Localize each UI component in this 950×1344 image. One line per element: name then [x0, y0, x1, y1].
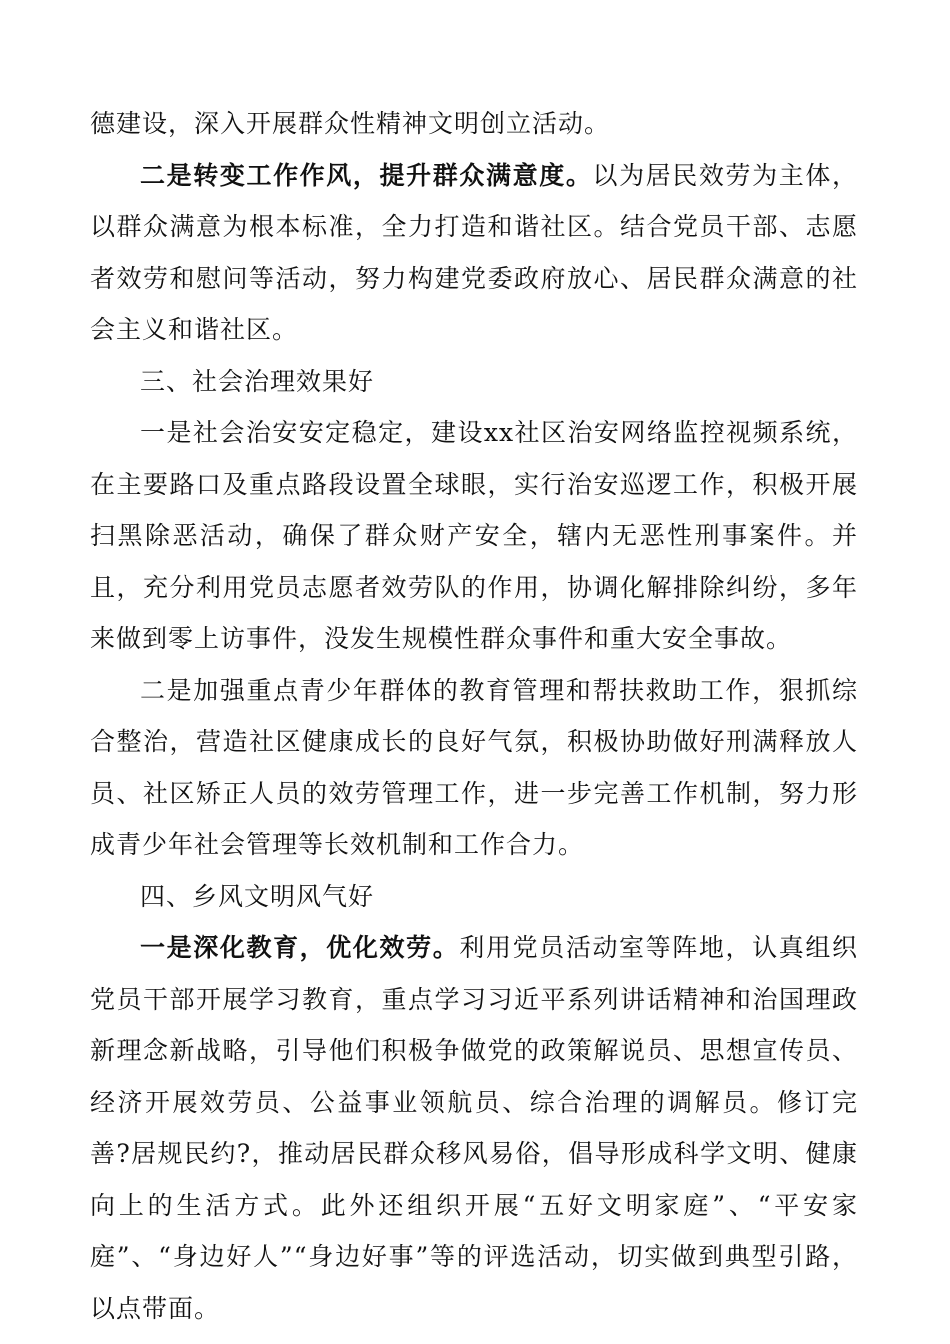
- paragraph-public-security: [90, 407, 858, 665]
- paragraph-text: 利用党员活动室等阵地，认真组织党员干部开展学习教育，重点学习习近平系列讲话精神和治国理政新理念新战略，引导他们积极争做党的政策解说员、思想宣传员、经济开展效劳员、公益事业领航员、综合治理的调解员。修订完善?居规民约?，推动居民群众移风易俗，倡导形成科学文明、健康向上的生活方式。此外还组织开展“五好文明家庭”、“平安家庭”、“身边好人”“身边好事”等的评选活动，切实做到典型引路，以点带面。: [90, 933, 858, 1323]
- section-heading-3: 三、社会治理效果好: [140, 366, 375, 396]
- paragraph-work-style: [90, 150, 858, 356]
- paragraph-text: 德建设，深入开展群众性精神文明创立活动。: [90, 109, 611, 138]
- paragraph-continuation: [90, 98, 858, 150]
- paragraph-text: 二是加强重点青少年群体的教育管理和帮扶救助工作，狠抓综合整治，营造社区健康成长的良好气氛，积极协助做好刑满释放人员、社区矫正人员的效劳管理工作，进一步完善工作机制，努力形成青少年社会管理等长效机制和工作合力。: [90, 675, 858, 859]
- paragraph-lead: 二是转变工作作风，提升群众满意度。: [140, 160, 593, 190]
- paragraph-text: 以为居民效劳为主体，以群众满意为根本标准，全力打造和谐社区。结合党员干部、志愿者效劳和慰问等活动，努力构建党委政府放心、居民群众满意的社会主义和谐社区。: [90, 160, 858, 344]
- document-page: [90, 98, 858, 1334]
- paragraph-education-service: [90, 922, 858, 1334]
- section-heading-4: 四、乡风文明风气好: [140, 881, 375, 911]
- paragraph-lead: 一是深化教育，优化效劳。: [140, 933, 460, 962]
- paragraph-youth-management: [90, 665, 858, 871]
- paragraph-text: 一是社会治安安定稳定，建设xx社区治安网络监控视频系统，在主要路口及重点路段设置全球眼，实行治安巡逻工作，积极开展扫黑除恶活动，确保了群众财产安全，辖内无恶性刑事案件。并且，充分利用党员志愿者效劳队的作用，协调化解排除纠纷，多年来做到零上访事件，没发生规模性群众事件和重大安全事故。: [90, 418, 858, 653]
